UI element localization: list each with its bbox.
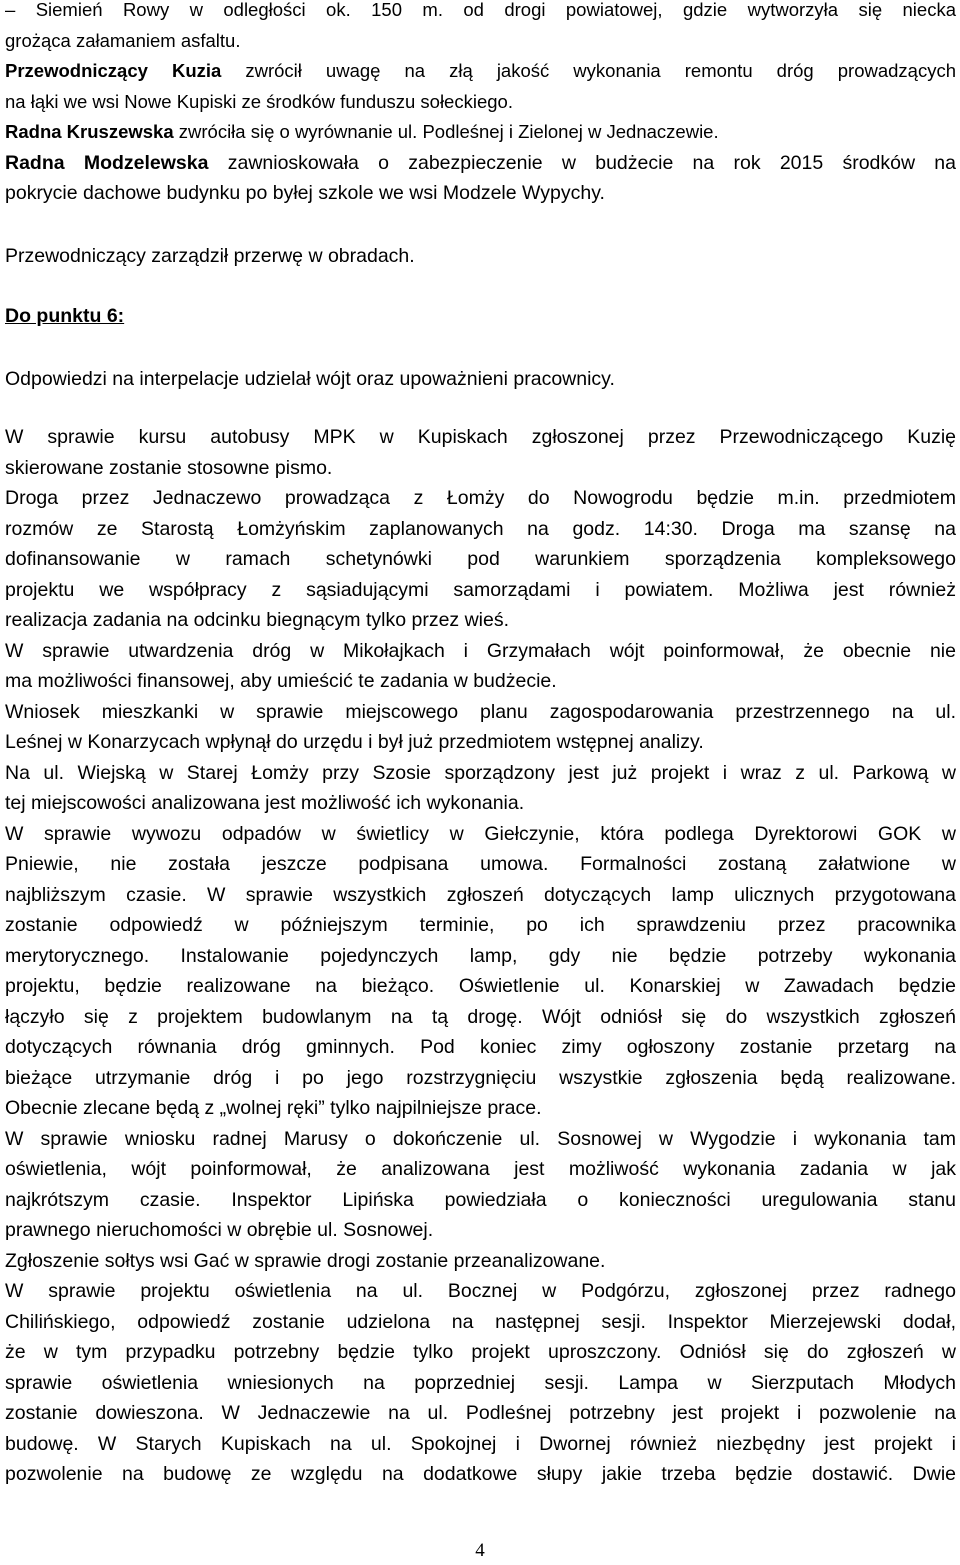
body-line: pokrycie dachowe budynku po byłej szkole we wsi Modzele Wypychy. [5, 182, 605, 204]
body-line: Leśnej w Konarzycach wpłynął do urzędu i był już przedmiotem wstępnej analizy. [5, 731, 704, 753]
body-line: projektu, będzie realizowane na bieżąco. Oświetlenie ul. Konarskiej w Zawadach będzie [5, 975, 956, 997]
body-line: Droga przez Jednaczewo prowadząca z Łomży do Nowogrodu będzie m.in. przedmiotem [5, 487, 956, 509]
body-line: Chilińskiego, odpowiedź zostanie udzielona na następnej sesji. Inspektor Mierzejewski dodał, [5, 1310, 956, 1333]
body-line: oświetlenia, wójt poinformował, że analizowana jest możliwość wykonania zadania w jak [5, 1158, 956, 1180]
page-number: 4 [475, 1540, 485, 1561]
body-line: łączyło się z projektem budowlanym na tą drogę. Wójt odniósł się do wszystkich zgłoszeń [5, 1005, 956, 1028]
body-line: ma możliwości finansowej, aby umieścić te zadania w budżecie. [5, 670, 557, 692]
body-line: zostanie dowieszona. W Jednaczewie na ul. Podleśnej potrzebny jest projekt i pozwolenie na [5, 1402, 956, 1424]
body-line: prawnego nieruchomości w obrębie ul. Sosnowej. [5, 1219, 434, 1241]
body-line: budowę. W Starych Kupiskach na ul. Spokojnej i Dwornej również niezbędny jest projekt i [5, 1432, 956, 1455]
body-line: Na ul. Wiejską w Starej Łomży przy Szosie sporządzony jest już projekt i wraz z ul. Parkową w [5, 761, 956, 784]
body-line: najbliższym czasie. W sprawie wszystkich zgłoszeń dotyczących lamp ulicznych przygotowana [5, 883, 956, 906]
body-line: merytorycznego. Instalowanie pojedynczych lamp, gdy nie będzie potrzeby wykonania [5, 944, 956, 967]
body-line: W sprawie wniosku radnej Marusy o dokończenie ul. Sosnowej w Wygodzie i wykonania tam [5, 1127, 956, 1150]
body-line: na łąki we wsi Nowe Kupiski ze środków funduszu sołeckiego. [5, 90, 513, 112]
body-line: W sprawie kursu autobusy MPK w Kupiskach zgłoszonej przez Przewodniczącego Kuzię [5, 426, 956, 448]
body-text: zawnioskowała o zabezpieczenie w budżecie na rok 2015 środków na [208, 151, 957, 174]
document-page [5, 0, 956, 1490]
body-line: W sprawie utwardzenia dróg w Mikołajkach i Grzymałach wójt poinformował, że obecnie nie [5, 639, 956, 662]
body-line: tej miejscowości analizowana jest możliwość ich wykonania. [5, 792, 525, 814]
body-line: W sprawie wywozu odpadów w świetlicy w Giełczynie, która podlega Dyrektorowi GOK w [5, 822, 956, 845]
body-line: Przewodniczący zarządził przerwę w obradach. [5, 244, 415, 267]
body-text: zwrócił uwagę na złą jakość wykonania remontu dróg prowadzących [221, 60, 956, 81]
body-line: Obecnie zlecane będą z „wolnej ręki” tylko najpilniejsze prace. [5, 1097, 542, 1119]
body-line [5, 148, 956, 179]
body-line: że w tym przypadku potrzebny będzie tylko projekt uproszczony. Odniósł się do zgłoszeń w [5, 1341, 956, 1363]
speaker-name: Radna Kruszewska [5, 121, 174, 142]
body-line: Pniewie, nie została jeszcze podpisana umowa. Formalności zostaną załatwione w [5, 853, 956, 875]
body-line: zostanie odpowiedź w późniejszym terminie, po ich sprawdzeniu przez pracownika [5, 914, 956, 936]
body-text: zwróciła się o wyrównanie ul. Podleśnej i Zielonej w Jednaczewie. [173, 121, 719, 142]
body-line: skierowane zostanie stosowne pismo. [5, 456, 333, 479]
body-line: grożąca załamaniem asfaltu. [5, 29, 241, 51]
body-line: dofinansowanie w ramach schetynówki pod warunkiem sporządzenia kompleksowego [5, 548, 956, 570]
body-line [5, 56, 956, 87]
body-line: Wniosek mieszkanki w sprawie miejscowego planu zagospodarowania przestrzennego na ul. [5, 700, 956, 723]
speaker-name: Przewodniczący Kuzia [5, 60, 222, 81]
body-line: bieżące utrzymanie dróg i po jego rozstrzygnięciu wszystkie zgłoszenia będą realizowane. [5, 1066, 956, 1089]
speaker-name: Radna Modzelewska [5, 151, 209, 174]
body-line: W sprawie projektu oświetlenia na ul. Bocznej w Podgórzu, zgłoszonej przez radnego [5, 1280, 956, 1302]
section-heading: Do punktu 6: [5, 305, 125, 327]
body-line: – Siemień Rowy w odległości ok. 150 m. od drogi powiatowej, gdzie wytworzyła się niecka [5, 0, 956, 20]
body-line: projektu we współpracy z sąsiadującymi samorządami i powiatem. Możliwa jest również [5, 578, 956, 601]
body-line: Odpowiedzi na interpelacje udzielał wójt oraz upoważnieni pracownicy. [5, 367, 615, 390]
body-line: rozmów ze Starostą Łomżyńskim zaplanowanych na godz. 14:30. Droga ma szansę na [5, 517, 956, 540]
body-line: Zgłoszenie sołtys wsi Gać w sprawie drogi zostanie przeanalizowane. [5, 1249, 606, 1272]
body-line: realizacja zadania na odcinku biegnącym tylko przez wieś. [5, 609, 510, 631]
body-line [5, 117, 956, 148]
body-line: najkrótszym czasie. Inspektor Lipińska powiedziała o konieczności uregulowania stanu [5, 1188, 956, 1211]
body-line: dotyczących równania dróg gminnych. Pod koniec zimy ogłoszony zostanie przetarg na [5, 1036, 956, 1058]
body-line: sprawie oświetlenia wniesionych na poprzedniej sesji. Lampa w Sierzputach Młodych [5, 1371, 956, 1394]
body-line: pozwolenie na budowę ze względu na dodatkowe słupy jakie trzeba będzie dostawić. Dwie [5, 1463, 956, 1485]
